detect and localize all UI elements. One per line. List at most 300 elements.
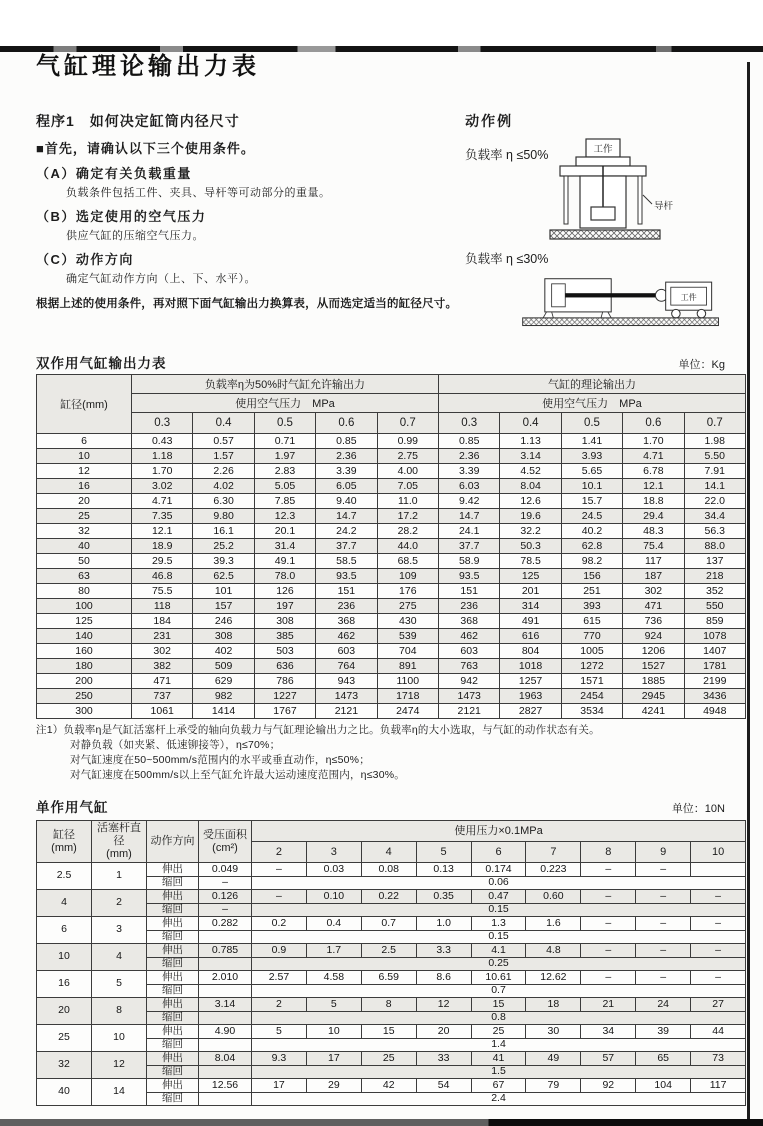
theoretical-force-cell: 763 — [439, 659, 500, 674]
direction-extend-cell: 伸出 — [147, 917, 199, 931]
allowable-force-cell: 1061 — [132, 704, 193, 719]
allowable-force-cell: 236 — [316, 599, 377, 614]
allowable-force-cell: 5.05 — [254, 479, 315, 494]
direction-extend-cell: 伸出 — [147, 863, 199, 877]
force-cell: 29 — [306, 1079, 361, 1093]
bore-cell: 40 — [37, 539, 132, 554]
note-line-2: 对静负载（如夹紧、低速铆接等），η≤70%； — [70, 739, 281, 751]
double-table-body — [37, 434, 746, 719]
force-cell: 3.3 — [416, 944, 471, 958]
pressure-tick: 0.6 — [623, 413, 684, 434]
theoretical-force-cell: 151 — [439, 584, 500, 599]
allowable-force-cell: 1473 — [316, 689, 377, 704]
double-table-row — [37, 554, 746, 569]
theoretical-force-cell: 15.7 — [561, 494, 622, 509]
rod-diameter-cell: 2 — [92, 890, 147, 917]
allowable-force-cell: 109 — [377, 569, 438, 584]
procedure-item-c-desc: 确定气缸动作方向（上、下、水平）。 — [66, 273, 256, 285]
bore-cell: 40 — [37, 1079, 92, 1106]
theoretical-force-cell: 187 — [623, 569, 684, 584]
allowable-force-cell: 93.5 — [316, 569, 377, 584]
force-cell: 15 — [361, 1025, 416, 1039]
procedure-item-c — [36, 249, 461, 286]
force-cell: 25 — [361, 1052, 416, 1066]
rod-diameter-cell: 8 — [92, 998, 147, 1025]
procedure-item-b — [36, 206, 461, 243]
workpiece-label: 工作 — [593, 144, 613, 155]
single-table-row-extend — [37, 917, 746, 931]
theoretical-force-cell: 1272 — [561, 659, 622, 674]
theoretical-force-cell: 14.7 — [439, 509, 500, 524]
theoretical-force-cell: 37.7 — [439, 539, 500, 554]
pressure-tick: 0.3 — [132, 413, 193, 434]
force-cell: 5 — [306, 998, 361, 1012]
case2-load-ratio-label: 负载率 η ≤30% — [465, 252, 549, 266]
theoretical-force-cell: 12.1 — [623, 479, 684, 494]
theoretical-force-cell: 770 — [561, 629, 622, 644]
bore-cell: 300 — [37, 704, 132, 719]
force-cell: 21 — [581, 998, 636, 1012]
allowable-force-cell: 7.85 — [254, 494, 315, 509]
double-table-unit: 单位：Kg — [678, 359, 725, 371]
allowable-force-cell: 2474 — [377, 704, 438, 719]
single-table-row-extend — [37, 1025, 746, 1039]
theoretical-force-cell: 2945 — [623, 689, 684, 704]
double-table-row — [37, 689, 746, 704]
allowable-force-cell: 58.5 — [316, 554, 377, 569]
action-example-case2 — [465, 249, 725, 336]
force-cell: – — [581, 971, 636, 985]
theoretical-force-cell: 603 — [439, 644, 500, 659]
allowable-force-cell: 0.85 — [316, 434, 377, 449]
pressure-tick: 7 — [526, 842, 581, 863]
allowable-force-cell: 7.35 — [132, 509, 193, 524]
theoretical-force-cell: 2454 — [561, 689, 622, 704]
theoretical-force-cell: 78.5 — [500, 554, 561, 569]
theoretical-force-cell: 125 — [500, 569, 561, 584]
allowable-force-cell: 12.1 — [132, 524, 193, 539]
rod-diameter-cell: 1 — [92, 863, 147, 890]
force-cell: 41 — [471, 1052, 526, 1066]
allowable-force-cell: 0.57 — [193, 434, 254, 449]
allowable-force-cell: 629 — [193, 674, 254, 689]
theoretical-force-cell: 9.42 — [439, 494, 500, 509]
pressure-tick: 10 — [691, 842, 746, 863]
force-cell: 12.62 — [526, 971, 581, 985]
force-cell: 1.6 — [526, 917, 581, 931]
theoretical-force-cell: 471 — [623, 599, 684, 614]
theoretical-force-cell: 314 — [500, 599, 561, 614]
single-table-row-extend — [37, 971, 746, 985]
direction-extend-cell: 伸出 — [147, 1052, 199, 1066]
allowable-force-cell: 1.70 — [132, 464, 193, 479]
action-example-heading: 动作例 — [465, 113, 514, 129]
area-cell: 0.785 — [199, 944, 252, 958]
force-cell: 79 — [526, 1079, 581, 1093]
allowable-force-cell: 75.5 — [132, 584, 193, 599]
bore-cell: 4 — [37, 890, 92, 917]
allowable-force-cell: 1227 — [254, 689, 315, 704]
pressure-tick: 0.6 — [316, 413, 377, 434]
allowable-force-cell: 176 — [377, 584, 438, 599]
theoretical-force-cell: 1206 — [623, 644, 684, 659]
allowable-force-cell: 197 — [254, 599, 315, 614]
force-cell — [691, 863, 746, 877]
area-cell — [199, 984, 252, 998]
action-example-case1 — [465, 137, 725, 241]
top-section — [36, 111, 725, 336]
page-title: 气缸理论输出力表 — [36, 53, 260, 80]
force-cell: 10 — [306, 1025, 361, 1039]
allowable-force-cell: 704 — [377, 644, 438, 659]
theoretical-force-cell: 88.0 — [684, 539, 745, 554]
theoretical-force-cell: 462 — [439, 629, 500, 644]
allowable-force-cell: 184 — [132, 614, 193, 629]
allowable-force-cell: 46.8 — [132, 569, 193, 584]
allowable-force-cell: 982 — [193, 689, 254, 704]
bore-cell: 32 — [37, 524, 132, 539]
allowable-force-cell: 308 — [193, 629, 254, 644]
allowable-force-cell: 157 — [193, 599, 254, 614]
double-acting-section — [36, 352, 725, 719]
theoretical-force-cell: 491 — [500, 614, 561, 629]
allowable-force-cell: 3.39 — [316, 464, 377, 479]
theoretical-force-cell: 804 — [500, 644, 561, 659]
procedure-footer: 根据上述的使用条件，再对照下面气缸输出力换算表，从而选定适当的缸径尺寸。 — [36, 298, 458, 310]
area-cell — [199, 930, 252, 944]
allowable-force-cell: 2121 — [316, 704, 377, 719]
theoretical-force-cell: 1018 — [500, 659, 561, 674]
force-cell: 39 — [636, 1025, 691, 1039]
double-table-row — [37, 659, 746, 674]
scan-artifact-bottom-bar — [0, 1119, 763, 1126]
theoretical-force-cell: 3.14 — [500, 449, 561, 464]
allowable-force-cell: 891 — [377, 659, 438, 674]
pressure-tick: 0.7 — [377, 413, 438, 434]
scan-artifact-right-edge — [747, 62, 750, 1119]
single-table-row-extend — [37, 1052, 746, 1066]
force-cell: 49 — [526, 1052, 581, 1066]
allowable-force-cell: 231 — [132, 629, 193, 644]
rod-diameter-cell: 3 — [92, 917, 147, 944]
vertical-cylinder-diagram — [548, 137, 681, 241]
force-cell: 15 — [471, 998, 526, 1012]
allowable-force-cell: 4.00 — [377, 464, 438, 479]
theoretical-force-cell: 736 — [623, 614, 684, 629]
theoretical-force-cell: 48.3 — [623, 524, 684, 539]
force-cell: 30 — [526, 1025, 581, 1039]
allowable-force-cell: 368 — [316, 614, 377, 629]
force-cell: 18 — [526, 998, 581, 1012]
allowable-force-cell: 24.2 — [316, 524, 377, 539]
force-cell: 8 — [361, 998, 416, 1012]
force-cell: 5 — [252, 1025, 307, 1039]
pressure-tick: 4 — [361, 842, 416, 863]
area-cell — [199, 1065, 252, 1079]
allowable-force-cell: 509 — [193, 659, 254, 674]
allowable-force-cell: 0.99 — [377, 434, 438, 449]
force-cell: 0.2 — [252, 917, 307, 931]
notes-section — [36, 723, 725, 783]
single-table-row-extend — [37, 863, 746, 877]
double-table-row — [37, 584, 746, 599]
allowable-force-cell: 385 — [254, 629, 315, 644]
direction-header-cell: 动作方向 — [147, 821, 199, 863]
allowable-force-cell: 6.05 — [316, 479, 377, 494]
force-cell: – — [636, 917, 691, 931]
allowable-force-cell: 78.0 — [254, 569, 315, 584]
bore-cell: 6 — [37, 434, 132, 449]
rod-diameter-cell: 10 — [92, 1025, 147, 1052]
bore-cell: 63 — [37, 569, 132, 584]
allowable-force-cell: 11.0 — [377, 494, 438, 509]
force-cell: 1.7 — [306, 944, 361, 958]
horizontal-cylinder-diagram — [521, 269, 721, 331]
direction-retract-cell: 缩回 — [147, 930, 199, 944]
allowable-force-cell: 101 — [193, 584, 254, 599]
direction-retract-cell: 缩回 — [147, 1038, 199, 1052]
force-cell: 0.35 — [416, 890, 471, 904]
theoretical-force-cell: 1005 — [561, 644, 622, 659]
theoretical-force-cell: 1473 — [439, 689, 500, 704]
force-cell: – — [581, 917, 636, 931]
direction-retract-cell: 缩回 — [147, 1092, 199, 1106]
theoretical-force-cell: 7.91 — [684, 464, 745, 479]
theoretical-group-header: 气缸的理论输出力 — [439, 375, 746, 394]
allowable-force-cell: 471 — [132, 674, 193, 689]
force-cell: 0.13 — [416, 863, 471, 877]
force-cell: 104 — [636, 1079, 691, 1093]
theoretical-force-cell: 1.70 — [623, 434, 684, 449]
allowable-force-cell: 16.1 — [193, 524, 254, 539]
allowable-force-cell: 1100 — [377, 674, 438, 689]
theoretical-force-cell: 14.1 — [684, 479, 745, 494]
theoretical-force-cell: 1.98 — [684, 434, 745, 449]
force-cell: 2.57 — [252, 971, 307, 985]
procedure-intro: ■首先，请确认以下三个使用条件。 — [36, 141, 255, 156]
area-cell: 0.282 — [199, 917, 252, 931]
area-cell: – — [199, 876, 252, 890]
allowable-force-cell: 18.9 — [132, 539, 193, 554]
allowable-force-cell: 6.30 — [193, 494, 254, 509]
pressure-tick: 0.7 — [684, 413, 745, 434]
allowable-force-cell: 539 — [377, 629, 438, 644]
force-cell: 12 — [416, 998, 471, 1012]
theoretical-force-cell: 4241 — [623, 704, 684, 719]
force-cell: – — [691, 971, 746, 985]
force-cell: 33 — [416, 1052, 471, 1066]
bore-cell: 6 — [37, 917, 92, 944]
cart-workpiece-label: 工件 — [680, 293, 697, 302]
retract-force-cell: 0.8 — [252, 1011, 746, 1025]
theoretical-force-cell: 98.2 — [561, 554, 622, 569]
theoretical-force-cell: 2.36 — [439, 449, 500, 464]
theoretical-force-cell: 156 — [561, 569, 622, 584]
force-cell: 0.22 — [361, 890, 416, 904]
direction-extend-cell: 伸出 — [147, 998, 199, 1012]
allowable-force-cell: 4.02 — [193, 479, 254, 494]
theoretical-force-cell: 117 — [623, 554, 684, 569]
force-cell: 2.5 — [361, 944, 416, 958]
theoretical-force-cell: 368 — [439, 614, 500, 629]
area-cell — [199, 1092, 252, 1106]
allowable-force-cell: 2.36 — [316, 449, 377, 464]
area-cell: – — [199, 903, 252, 917]
allowable-force-cell: 9.80 — [193, 509, 254, 524]
theoretical-force-cell: 1.41 — [561, 434, 622, 449]
force-cell: 73 — [691, 1052, 746, 1066]
theoretical-force-cell: 1963 — [500, 689, 561, 704]
force-cell: – — [581, 863, 636, 877]
force-cell: 0.08 — [361, 863, 416, 877]
allowable-force-cell: 302 — [132, 644, 193, 659]
force-cell: – — [636, 863, 691, 877]
single-table-row-extend — [37, 1079, 746, 1093]
theoretical-force-cell: 924 — [623, 629, 684, 644]
allowable-force-cell: 1767 — [254, 704, 315, 719]
theoretical-force-cell: 8.04 — [500, 479, 561, 494]
double-table-row — [37, 524, 746, 539]
allowable-force-cell: 1.18 — [132, 449, 193, 464]
bore-header-cell: 缸径 (mm) — [37, 821, 92, 863]
theoretical-force-cell: 3436 — [684, 689, 745, 704]
theoretical-force-cell: 58.9 — [439, 554, 500, 569]
note-line-4: 对气缸速度在500mm/s以上至气缸允许最大运动速度范围内，η≤30%。 — [70, 769, 405, 781]
double-table-row — [37, 479, 746, 494]
single-acting-table — [36, 820, 746, 1106]
rod-diameter-cell: 14 — [92, 1079, 147, 1106]
allowable-force-cell: 246 — [193, 614, 254, 629]
force-cell: 2 — [252, 998, 307, 1012]
theoretical-force-cell: 10.1 — [561, 479, 622, 494]
theoretical-force-cell: 6.78 — [623, 464, 684, 479]
bore-cell: 16 — [37, 479, 132, 494]
theoretical-force-cell: 6.03 — [439, 479, 500, 494]
allowable-force-cell: 2.26 — [193, 464, 254, 479]
force-cell: 67 — [471, 1079, 526, 1093]
action-example-section — [461, 111, 725, 336]
force-cell: 65 — [636, 1052, 691, 1066]
procedure-item-a-label: （A）确定有关负载重量 — [36, 166, 192, 181]
allowable-force-cell: 39.3 — [193, 554, 254, 569]
force-cell: 0.4 — [306, 917, 361, 931]
double-table-row — [37, 449, 746, 464]
theoretical-force-cell: 2199 — [684, 674, 745, 689]
theoretical-force-cell: 34.4 — [684, 509, 745, 524]
bore-cell: 80 — [37, 584, 132, 599]
area-cell: 3.14 — [199, 998, 252, 1012]
allowable-force-cell: 37.7 — [316, 539, 377, 554]
area-cell — [199, 1011, 252, 1025]
allowable-force-cell: 786 — [254, 674, 315, 689]
double-table-row — [37, 509, 746, 524]
force-cell: – — [636, 971, 691, 985]
allowable-force-cell: 0.71 — [254, 434, 315, 449]
rod-diameter-cell: 4 — [92, 944, 147, 971]
allowable-force-cell: 1.57 — [193, 449, 254, 464]
retract-force-cell: 2.4 — [252, 1092, 746, 1106]
retract-force-cell: 1.4 — [252, 1038, 746, 1052]
pressure-group-header: 使用压力×0.1MPa — [252, 821, 746, 842]
double-table-row — [37, 644, 746, 659]
theoretical-force-cell: 3534 — [561, 704, 622, 719]
theoretical-force-cell: 393 — [561, 599, 622, 614]
bore-cell: 2.5 — [37, 863, 92, 890]
double-table-row — [37, 614, 746, 629]
force-cell: 0.47 — [471, 890, 526, 904]
direction-retract-cell: 缩回 — [147, 903, 199, 917]
theoretical-force-cell: 352 — [684, 584, 745, 599]
procedure-item-a-desc: 负载条件包括工件、夹具、导杆等可动部分的重量。 — [66, 187, 331, 199]
direction-retract-cell: 缩回 — [147, 876, 199, 890]
double-table-row — [37, 494, 746, 509]
theoretical-force-cell: 93.5 — [439, 569, 500, 584]
double-table-row — [37, 704, 746, 719]
allowable-force-cell: 2.75 — [377, 449, 438, 464]
allowable-force-cell: 1.97 — [254, 449, 315, 464]
single-table-unit: 单位：10N — [671, 803, 725, 815]
theoretical-force-cell: 5.50 — [684, 449, 745, 464]
allowable-force-cell: 118 — [132, 599, 193, 614]
theoretical-force-cell: 1257 — [500, 674, 561, 689]
note-line-3: 对气缸速度在50~500mm/s范围内的水平或垂直动作，η≤50%； — [70, 754, 370, 766]
direction-extend-cell: 伸出 — [147, 971, 199, 985]
double-table-row — [37, 434, 746, 449]
area-cell: 4.90 — [199, 1025, 252, 1039]
theoretical-force-cell: 1.13 — [500, 434, 561, 449]
pressure-tick: 5 — [416, 842, 471, 863]
allowable-force-cell: 636 — [254, 659, 315, 674]
allowable-force-cell: 151 — [316, 584, 377, 599]
force-cell: 20 — [416, 1025, 471, 1039]
direction-retract-cell: 缩回 — [147, 1065, 199, 1079]
theoretical-force-cell: 615 — [561, 614, 622, 629]
theoretical-force-cell: 859 — [684, 614, 745, 629]
theoretical-force-cell: 2121 — [439, 704, 500, 719]
theoretical-force-cell: 2827 — [500, 704, 561, 719]
allowable-force-cell: 25.2 — [193, 539, 254, 554]
double-table-row — [37, 599, 746, 614]
allowable-force-cell: 1414 — [193, 704, 254, 719]
theoretical-force-cell: 1407 — [684, 644, 745, 659]
theoretical-force-cell: 616 — [500, 629, 561, 644]
theoretical-force-cell: 40.2 — [561, 524, 622, 539]
retract-force-cell: 0.7 — [252, 984, 746, 998]
allowable-force-cell: 462 — [316, 629, 377, 644]
force-cell: 4.1 — [471, 944, 526, 958]
force-cell: – — [636, 890, 691, 904]
allowable-force-cell: 764 — [316, 659, 377, 674]
force-cell: 17 — [306, 1052, 361, 1066]
single-table-title: 单作用气缸 — [36, 800, 109, 815]
force-cell: 25 — [471, 1025, 526, 1039]
force-cell: 54 — [416, 1079, 471, 1093]
allowable-force-cell: 603 — [316, 644, 377, 659]
theoretical-force-cell: 1781 — [684, 659, 745, 674]
theoretical-force-cell: 29.4 — [623, 509, 684, 524]
allowable-force-cell: 29.5 — [132, 554, 193, 569]
force-cell: 6.59 — [361, 971, 416, 985]
rod-diameter-cell: 5 — [92, 971, 147, 998]
bore-cell: 12 — [37, 464, 132, 479]
theoretical-force-cell: 137 — [684, 554, 745, 569]
rod-diameter-cell: 12 — [92, 1052, 147, 1079]
allowable-group-header: 负载率η为50%时气缸允许输出力 — [132, 375, 439, 394]
pressure-tick: 2 — [252, 842, 307, 863]
area-cell: 0.126 — [199, 890, 252, 904]
force-cell: 0.60 — [526, 890, 581, 904]
bore-cell: 250 — [37, 689, 132, 704]
